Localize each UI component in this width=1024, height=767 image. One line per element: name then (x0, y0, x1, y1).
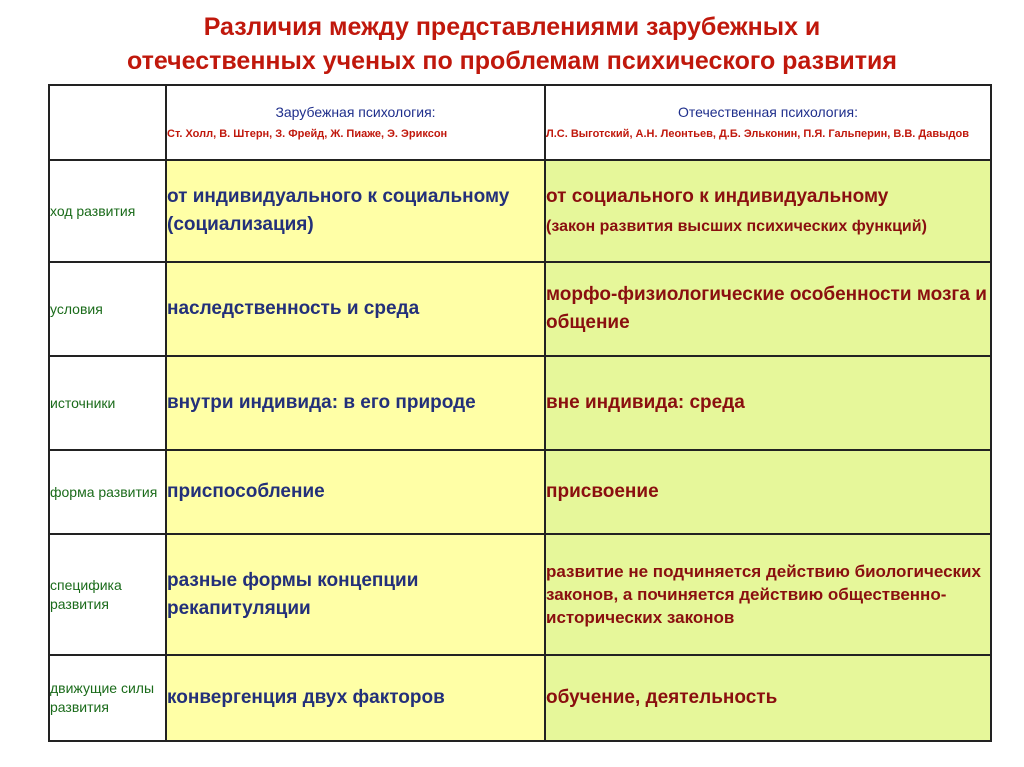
row-label: ход развития (49, 160, 166, 262)
row-label: форма развития (49, 450, 166, 534)
table-header-row (49, 85, 991, 160)
foreign-cell: от индивидуального к социальному (социализация) (166, 160, 545, 262)
row-label: специфика развития (49, 534, 166, 655)
header-domestic-cell (545, 85, 991, 160)
row-label: условия (49, 262, 166, 356)
slide-title-line-2: отечественных ученых по проблемам психического развития (126, 47, 898, 75)
header-foreign-title: Зарубежная психология: (275, 104, 436, 120)
domestic-cell (545, 160, 991, 262)
comparison-table (48, 84, 992, 742)
domestic-cell: морфо-физиологические особенности мозга и общение (545, 262, 991, 356)
foreign-cell: приспособление (166, 450, 545, 534)
header-domestic-title: Отечественная психология: (678, 104, 858, 120)
foreign-cell: наследственность и среда (166, 262, 545, 356)
row-label: движущие силы развития (49, 655, 166, 741)
slide-title (0, 10, 1024, 78)
domestic-cell: вне индивида: среда (545, 356, 991, 450)
domestic-cell: присвоение (545, 450, 991, 534)
foreign-cell: разные формы концепции рекапитуляции (166, 534, 545, 655)
slide-title-line-1: Различия между представлениями зарубежных и (203, 13, 821, 41)
row-label: источники (49, 356, 166, 450)
table-row (49, 262, 991, 356)
table-row (49, 160, 991, 262)
header-foreign-cell (166, 85, 545, 160)
header-domestic-names: Л.С. Выготский, А.Н. Леонтьев, Д.Б. Эльконин, П.Я. Гальперин, В.В. Давыдов (546, 128, 969, 140)
domestic-cell-text: от социального к индивидуальному (546, 186, 889, 207)
table-row (49, 655, 991, 741)
header-foreign-names: Ст. Холл, В. Штерн, З. Фрейд, Ж. Пиаже, Э. Эриксон (167, 128, 448, 140)
table-row (49, 450, 991, 534)
table-row (49, 534, 991, 655)
foreign-cell: конвергенция двух факторов (166, 655, 545, 741)
table-row (49, 356, 991, 450)
domestic-cell: развитие не подчиняется действию биологических законов, а починяется действию общественно-исторических законов (545, 534, 991, 655)
header-empty-cell (49, 85, 166, 160)
foreign-cell: внутри индивида: в его природе (166, 356, 545, 450)
domestic-cell-note: (закон развития высших психических функций) (546, 218, 927, 235)
domestic-cell: обучение, деятельность (545, 655, 991, 741)
